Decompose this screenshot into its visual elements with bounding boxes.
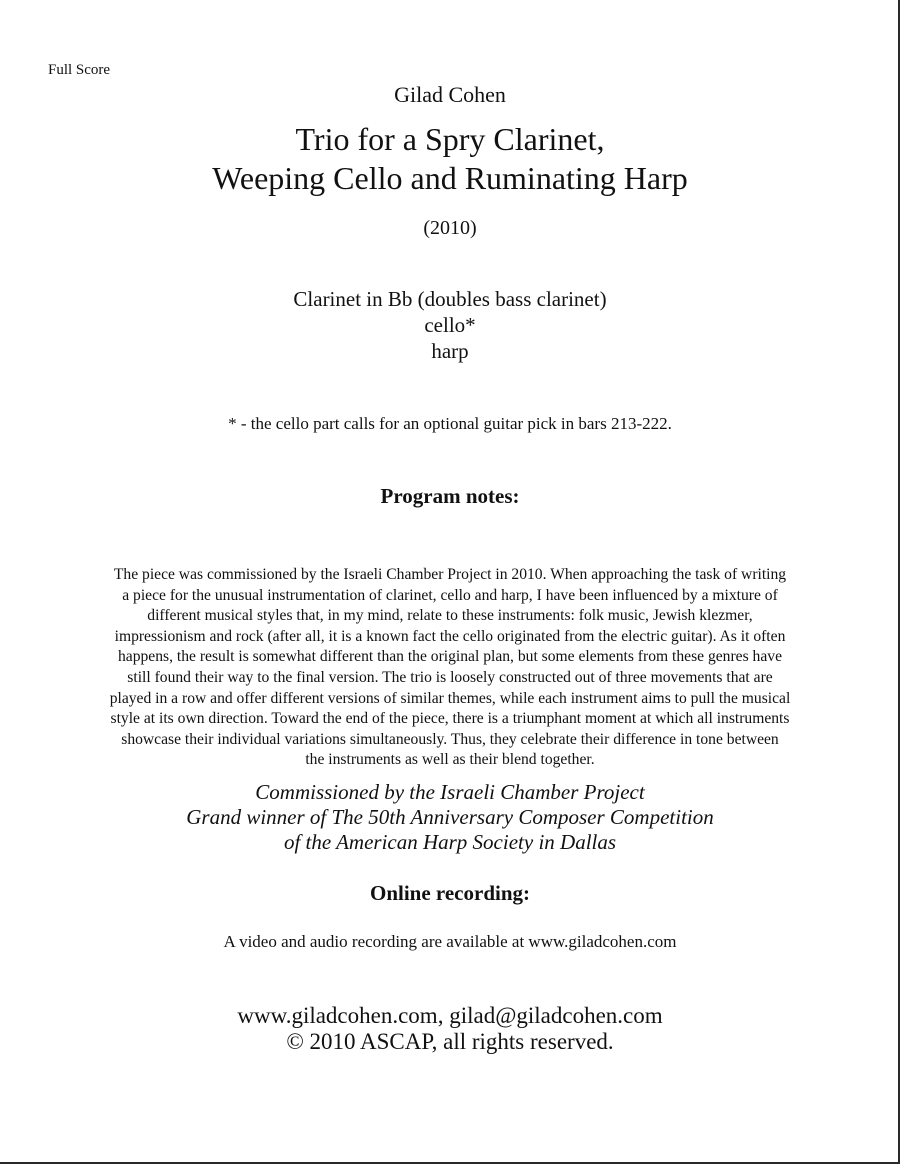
program-notes-heading: Program notes: — [380, 484, 520, 508]
credit-line-commission: Commissioned by the Israeli Chamber Project — [255, 780, 645, 804]
program-notes-line: impressionism and rock (after all, it is a known fact the cello originated from the electric guitar). As it often — [114, 627, 786, 645]
program-notes-line: happens, the result is somewhat different than the original plan, but some elements from these genres have — [118, 648, 782, 666]
program-notes-body — [52, 565, 848, 771]
composer-name: Gilad Cohen — [394, 82, 506, 107]
program-notes-line: still found their way to the final version. The trio is loosely constructed out of three movements that are — [127, 668, 773, 686]
program-notes-line: showcase their individual variations simultaneously. Thus, they celebrate their difference in tone between — [121, 730, 779, 748]
credit-line-award: Grand winner of The 50th Anniversary Composer Competition — [186, 805, 714, 829]
online-recording-text: A video and audio recording are available at www.giladcohen.com — [223, 932, 677, 951]
online-recording-heading: Online recording: — [369, 881, 531, 905]
instrument-harp: harp — [431, 339, 469, 363]
credit-line-society: of the American Harp Society in Dallas — [283, 830, 617, 854]
instrument-clarinet: Clarinet in Bb (doubles bass clarinet) — [293, 287, 607, 311]
piece-title — [0, 120, 900, 198]
program-notes-line: the instruments as well as their blend together. — [305, 751, 595, 769]
program-notes-line: a piece for the unusual instrumentation of clarinet, cello and harp, I have been influenced by a mixture of — [122, 586, 778, 604]
copyright-notice: © 2010 ASCAP, all rights reserved. — [286, 1029, 614, 1054]
title-line-1: Trio for a Spry Clarinet, — [295, 121, 605, 157]
contact-web-email: www.giladcohen.com, gilad@giladcohen.com — [237, 1003, 663, 1028]
title-line-2: Weeping Cello and Ruminating Harp — [212, 160, 688, 196]
composition-year: (2010) — [423, 217, 477, 239]
program-notes-line: style at its own direction. Toward the end of the piece, there is a triumphant moment at which all instruments — [110, 710, 790, 728]
instrument-cello: cello* — [424, 313, 476, 337]
program-notes-line: different musical styles that, in my mind, relate to these instruments: folk music, Jewish klezmer, — [147, 607, 753, 625]
instrumentation-list — [0, 286, 900, 364]
cello-footnote: * - the cello part calls for an optional guitar pick in bars 213-222. — [228, 414, 672, 433]
full-score-label: Full Score — [48, 62, 111, 78]
commission-credits — [0, 780, 900, 855]
program-notes-line: played in a row and offer different versions of similar themes, while each instrument aims to pull the musical — [109, 689, 791, 707]
program-notes-line: The piece was commissioned by the Israeli Chamber Project in 2010. When approaching the task of writing — [113, 566, 787, 583]
contact-info — [0, 1003, 900, 1055]
